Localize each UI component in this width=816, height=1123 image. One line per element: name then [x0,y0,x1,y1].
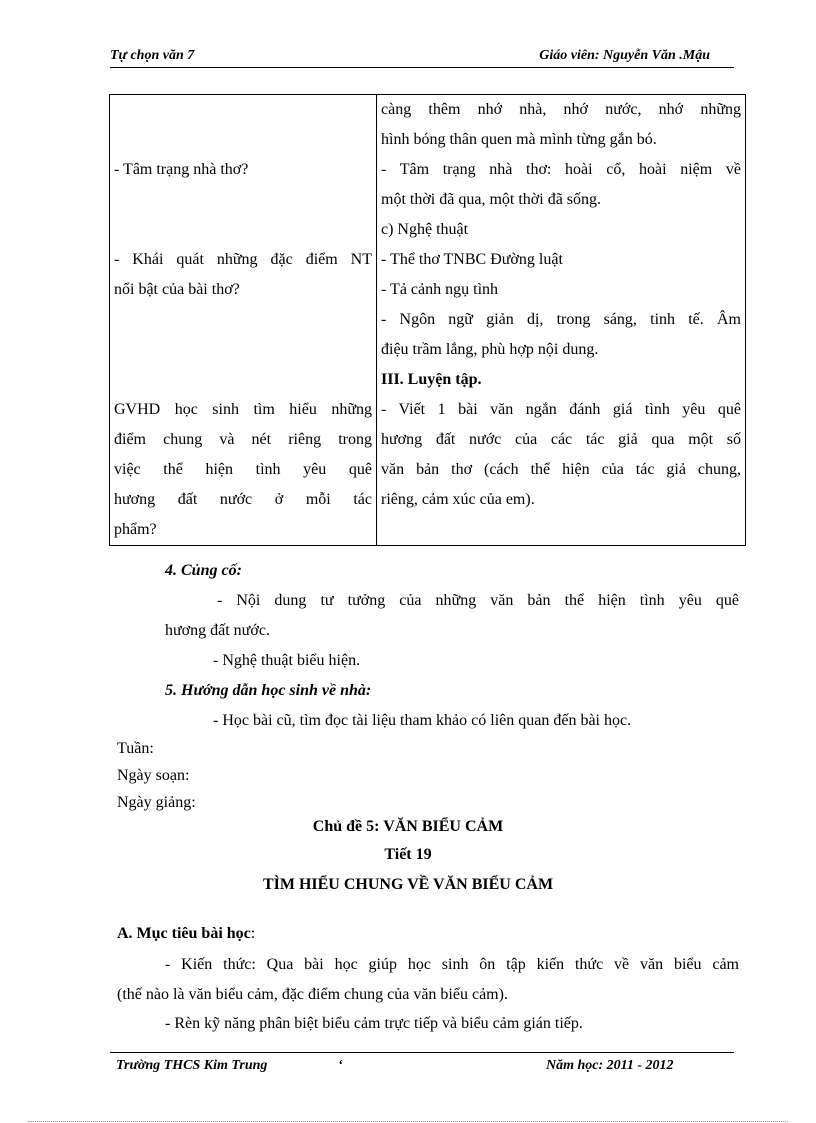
table-left-line: nổi bật của bài thơ? [114,281,240,298]
lesson-table [109,94,746,546]
table-right-line: văn bản thơ (cách thể hiện của tác giả chung, [381,461,741,478]
table-right-line [381,515,741,545]
footer-mark: ‘ [338,1058,343,1073]
table-left-line [114,335,372,365]
objective-line: - Kiến thức: Qua bài học giúp học sinh ôn tập kiến thức về văn biểu cảm [165,956,739,973]
table-right-line: một thời đã qua, một thời đã sống. [381,191,602,208]
table-left-line [114,185,372,215]
objectives-heading: A. Mục tiêu bài học [117,925,251,942]
objectives-colon: : [250,925,256,942]
objectives-heading-line [117,919,255,949]
table-left-line: hương đất nước ở mỗi tác [114,491,372,508]
table-left-line [114,305,372,335]
teach-date-label: Ngày giảng: [117,794,196,811]
header-teacher: Giáo viên: Nguyễn Văn .Mậu [539,48,710,63]
footer-year: Năm học: 2011 - 2012 [546,1058,674,1073]
table-right-line: - Thể thơ TNBC Đường luật [381,251,563,268]
practice-heading: III. Luyện tập. [381,371,482,388]
section-4-line: - Nghệ thuật biểu hiện. [213,652,361,669]
lesson-title: TÌM HIỂU CHUNG VỀ VĂN BIỂU CẢM [262,876,554,893]
table-left-line: GVHD học sinh tìm hiểu những [114,401,372,418]
section-4-title: 4. Củng cố: [165,562,242,579]
table-right-line: - Tâm trạng nhà thơ: hoài cổ, hoài niệm về [381,161,741,178]
lesson-period: Tiết 19 [384,846,432,863]
section-4-line: - Nội dung tư tưởng của những văn bản thể hiện tình yêu quê [217,592,739,609]
objective-line: (thế nào là văn biểu cảm, đặc điểm chung của văn biểu cảm). [117,986,508,1003]
table-right-line: - Ngôn ngữ giản dị, trong sáng, tinh tế. Âm [381,311,741,328]
table-right-line: c) Nghệ thuật [381,221,469,238]
section-5-title: 5. Hướng dẫn học sinh về nhà: [165,682,372,699]
table-left-line: - Tâm trạng nhà thơ? [114,161,249,178]
table-right-line: hình bóng thân quen mà mình từng gắn bó. [381,131,657,148]
teacher-activity-column [110,95,377,546]
table-left-line: - Khái quát những đặc điểm NT [114,251,372,268]
table-left-line [114,95,372,125]
section-5-line: - Học bài cũ, tìm đọc tài liệu tham khảo có liên quan đến bài học. [213,712,632,729]
table-left-line [114,215,372,245]
table-right-line: càng thêm nhớ nhà, nhớ nước, nhớ những [381,101,741,118]
content-column [377,95,746,546]
table-left-line: điểm chung và nét riêng trong [114,431,372,448]
table-right-line: điệu trầm lắng, phù hợp nội dung. [381,341,599,358]
page-edge-dotted-line [28,1121,788,1122]
table-right-line: - Tả cảnh ngụ tình [381,281,499,298]
page-footer [110,1052,734,1073]
page-header [110,48,734,68]
week-label: Tuần: [117,740,154,757]
table-left-line: phẩm? [114,521,157,538]
table-left-line: việc thể hiện tình yêu quê [114,461,372,478]
table-right-line: hương đất nước của các tác giả qua một số [381,431,741,448]
header-subject: Tự chọn văn 7 [110,48,195,63]
lesson-topic: Chủ đề 5: VĂN BIỂU CẢM [312,818,504,835]
footer-school: Trường THCS Kim Trung [116,1058,268,1073]
table-left-line [114,125,372,155]
table-left-line [114,365,372,395]
section-4-line: hương đất nước. [165,622,270,639]
objective-line: - Rèn kỹ năng phân biệt biểu cảm trực tiếp và biểu cảm gián tiếp. [165,1015,583,1032]
prep-date-label: Ngày soạn: [117,767,190,784]
table-right-line: - Viết 1 bài văn ngắn đánh giá tình yêu quê [381,401,741,418]
table-right-line: riêng, cảm xúc của em). [381,491,535,508]
